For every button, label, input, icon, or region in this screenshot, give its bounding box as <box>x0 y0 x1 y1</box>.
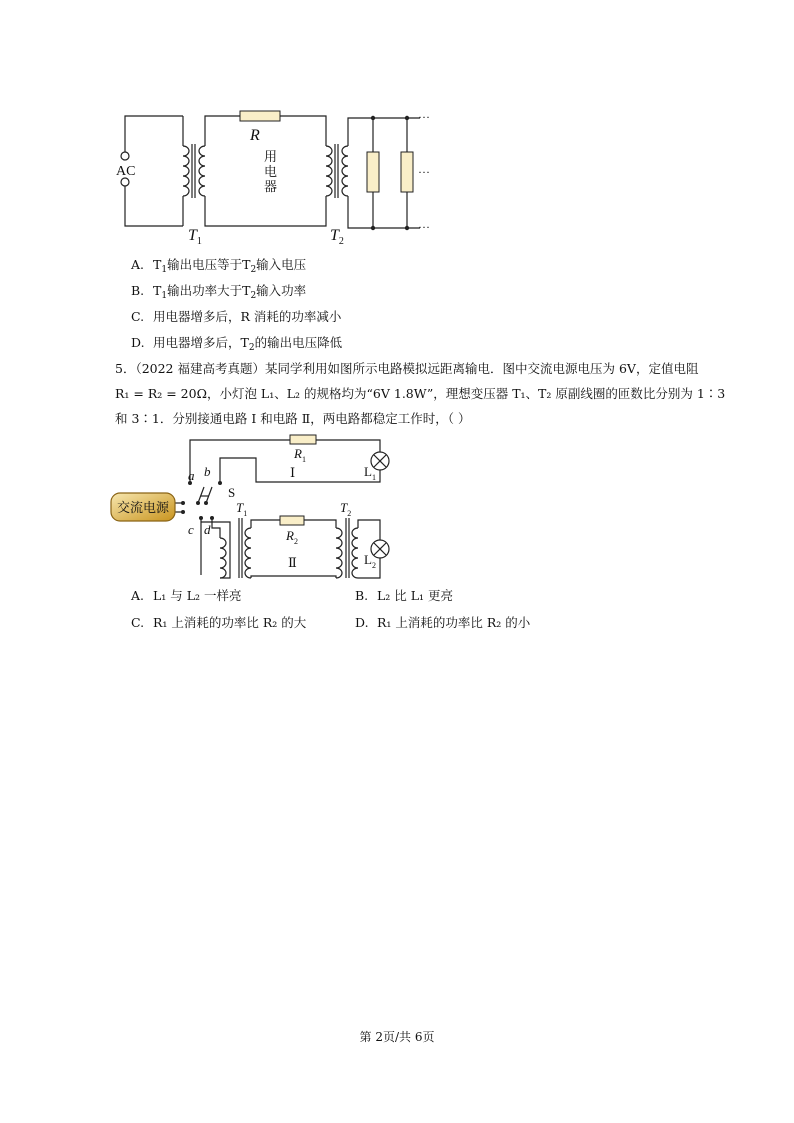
q4-option-b: B. $T_1$输出功率大于$T_2$输入功率 <box>131 283 307 301</box>
l2-label: $L_2$ <box>364 552 376 570</box>
ellipsis-bottom: ··· <box>418 220 430 234</box>
ac-label: AC <box>116 164 136 179</box>
ellipsis-top: ··· <box>418 110 430 124</box>
circuit-ii-label: Ⅱ <box>288 555 297 570</box>
t1-label: $T_1$ <box>236 500 248 518</box>
l1-label: $L_1$ <box>364 464 376 482</box>
r1-label: $R_1$ <box>294 446 306 464</box>
q4-option-d: D. 用电器增多后，$T_2$的输出电压降低 <box>131 335 343 353</box>
q4-option-c: C. 用电器增多后，R 消耗的功率减小 <box>131 309 342 324</box>
transformer-t1-label: $T_1$ <box>188 227 202 247</box>
q5-option-c: C. R₁ 上消耗的功率比 R₂ 的大 <box>131 615 307 630</box>
q5-option-b: B. L₂ 比 L₁ 更亮 <box>355 588 454 603</box>
q5-stem-line1: 5．（2022 福建高考真题）某同学利用如图所示电路模拟远距离输电．图中交流电源电压为 6V，定值电阻 <box>115 361 699 376</box>
q5-circuit-diagram <box>108 430 398 580</box>
q4-option-a: A. $T_1$输出电压等于$T_2$输入电压 <box>131 257 307 275</box>
terminal-c-label: c <box>188 522 194 537</box>
load-label: 用电器 <box>264 150 278 195</box>
terminal-d-label: d <box>204 522 211 537</box>
q5-stem-line2: R₁ = R₂ = 20Ω，小灯泡 L₁、L₂ 的规格均为“6V 1.8W”，理想变压器 T₁、T₂ 原副线圈的匝数比分别为 1∶3 <box>115 386 726 401</box>
transmission-circuit-diagram <box>116 104 458 247</box>
terminal-b-label: b <box>204 464 211 479</box>
r2-label: $R_2$ <box>286 528 298 546</box>
switch-s-label: S <box>228 485 236 500</box>
transformer-t2-label: $T_2$ <box>330 227 344 247</box>
terminal-a-label: a <box>188 468 195 483</box>
circuit-i-label: Ⅰ <box>290 465 296 480</box>
t2-label: $T_2$ <box>340 500 352 518</box>
page-footer: 第 2页/共 6页 <box>359 1030 435 1044</box>
source-label: 交流电源 <box>117 501 170 516</box>
q5-stem-line3: 和 3∶1．分别接通电路 Ⅰ 和电路 Ⅱ，两电路都稳定工作时，（ ） <box>115 411 471 426</box>
resistor-r-label: R <box>250 127 260 144</box>
q5-option-a: A. L₁ 与 L₂ 一样亮 <box>131 588 242 603</box>
q5-option-d: D. R₁ 上消耗的功率比 R₂ 的小 <box>355 615 531 630</box>
ellipsis-mid: ··· <box>418 165 430 179</box>
